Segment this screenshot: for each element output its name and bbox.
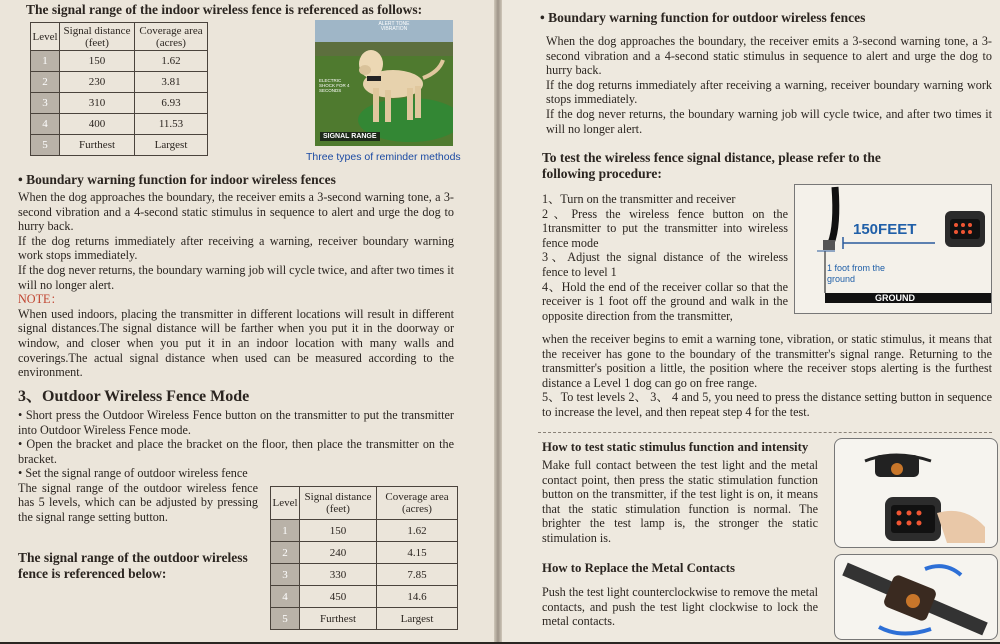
table-cell: 14.6: [377, 586, 458, 608]
table-cell: Furthest: [300, 608, 377, 630]
paragraph: If the dog never returns, the boundary warning job will cycle twice, and after two times it will no longer alert.: [18, 262, 454, 292]
static-test-illustration: [835, 439, 997, 547]
step-item: 2、Press the wireless fence button on the 1transmitter to put the transmitter into wireless fence mode: [542, 206, 788, 250]
outdoor-range-table: [270, 486, 458, 630]
note-text: When used indoors, placing the transmitter in different locations will result in different signal distances.The signal distance will be farther when you put it in the doorway or window, and closer when you put it in an indoor location with many walls and coverings.The actual signal distance when used can be measured according to the environment.: [18, 306, 454, 380]
test-procedure-title: To test the wireless fence signal distance, please refer to the following procedure:: [542, 150, 881, 181]
outdoor-range-text: [18, 466, 258, 524]
table-cell: 2: [271, 542, 300, 564]
outdoor-boundary-title-text: Boundary warning function for outdoor wireless fences: [548, 10, 866, 25]
static-test-text: Make full contact between the test light and the metal contact point, then press the static stimulation function button on the transmitter, if the test light is on, it means that the static stimulation function is normal. The brighter the test lamp is, the stronger the static stimulation is.: [542, 458, 818, 545]
step-item: 1、Turn on the transmitter and receiver: [542, 192, 736, 206]
static-test-image: [834, 438, 998, 548]
table-cell: 4.15: [377, 542, 458, 564]
step-item: 3、Adjust the signal distance of the wireless fence to level 1: [542, 250, 788, 279]
paragraph: The signal range of the outdoor wireless fence has 5 levels, which can be adjusted by pressing the signal range setting button.: [18, 480, 258, 524]
test-steps-upper: [542, 192, 788, 323]
photo-label-top: ALERT TONE VIBRATION: [378, 21, 410, 32]
dog-photo: [315, 20, 453, 146]
paragraph: When the dog approaches the boundary, the receiver emits a 3-second warning tone, a 3-second vibration and a 4-second static stimulus in sequence to alert and urge the dog to hurry back.: [18, 190, 454, 234]
photo-label-mid: ELECTRIC SHOCK FOR 4 SECONDS: [319, 78, 350, 93]
replace-text: Push the test light counterclockwise to remove the metal contacts, and push the test light clockwise to lock the metal contacts.: [542, 585, 818, 629]
section-divider: [538, 432, 992, 433]
paragraph: If the dog never returns, the boundary warning job will cycle twice, and after two times it will no longer alert.: [546, 106, 992, 136]
photo-label-signal: SIGNAL RANGE: [320, 132, 380, 141]
table-cell: 330: [300, 564, 377, 586]
table-cell: 7.85: [377, 564, 458, 586]
distance-figure: [794, 184, 992, 314]
table-row: [31, 114, 208, 135]
table-row: [31, 135, 208, 156]
test-steps-lower: [542, 332, 992, 420]
book-gutter: [494, 0, 502, 642]
table-row: [271, 586, 458, 608]
table-cell: 2: [31, 72, 60, 93]
table-row: [271, 520, 458, 542]
bullet-text: Short press the Outdoor Wireless Fence button on the transmitter to put the transmitter into Outdoor Wireless Fence mode.: [18, 408, 454, 437]
ground-label: GROUND: [875, 293, 915, 303]
table-cell: 4: [271, 586, 300, 608]
table-cell: 5: [31, 135, 60, 156]
table-cell: 310: [60, 93, 135, 114]
step-item: 5、To test levels 2、 3、 4 and 5, you need to press the distance setting button in sequence to increase the level, and then repeat step 4 for the test.: [542, 390, 992, 419]
outdoor-mode-title: 3、Outdoor Wireless Fence Mode: [18, 388, 250, 405]
right-page: [502, 0, 1000, 642]
table-cell: 3: [271, 564, 300, 586]
table-cell: 1.62: [135, 51, 208, 72]
table-cell: 6.93: [135, 93, 208, 114]
table-cell: 450: [300, 586, 377, 608]
table-row: [31, 72, 208, 93]
table-cell: 150: [60, 51, 135, 72]
indoor-boundary-text: [18, 190, 454, 380]
metal-contact-illustration: [835, 555, 997, 639]
step-item: 4、Hold the end of the receiver collar so that the receiver is 1 foot off the ground and walk in the opposite direction from the transmitter,: [542, 279, 788, 323]
outdoor-range-heading: The signal range of the outdoor wireless fence is referenced below:: [18, 550, 248, 581]
bullet-item: • Open the bracket and place the bracket on the floor, then place the transmitter on the bracket.: [18, 437, 454, 466]
metal-contact-image: [834, 554, 998, 640]
outdoor-boundary-text: [546, 34, 992, 136]
table-cell: 3.81: [135, 72, 208, 93]
table-cell: 240: [300, 542, 377, 564]
table-header: Level: [31, 23, 60, 51]
table-cell: 1: [271, 520, 300, 542]
table-header: Coverage area (acres): [135, 23, 208, 51]
table-row: [31, 93, 208, 114]
table-cell: 11.53: [135, 114, 208, 135]
paragraph: If the dog returns immediately after receiving a warning, receiver boundary warning work stops immediately.: [18, 233, 454, 263]
left-page: [0, 0, 494, 642]
table-cell: 5: [271, 608, 300, 630]
bullet-item: • Short press the Outdoor Wireless Fence button on the transmitter to put the transmitter into Outdoor Wireless Fence mode.: [18, 408, 454, 437]
note-label: NOTE：: [18, 292, 63, 307]
table-row: [271, 608, 458, 630]
table-cell: Largest: [135, 135, 208, 156]
paragraph: When the dog approaches the boundary, the receiver emits a 3-second warning tone, a 3-second vibration and a 4-second static stimulus in sequence to alert and urge the dog to hurry back.: [546, 34, 992, 78]
indoor-boundary-title-text: Boundary warning function for indoor wireless fences: [26, 172, 336, 187]
table-cell: 150: [300, 520, 377, 542]
table-cell: Largest: [377, 608, 458, 630]
outdoor-boundary-title: • Boundary warning function for outdoor wireless fences: [540, 10, 866, 25]
static-test-title: How to test static stimulus function and intensity: [542, 440, 809, 454]
bullet-item: • Set the signal range of outdoor wireless fence: [18, 466, 248, 480]
table-header: Coverage area (acres): [377, 487, 458, 520]
bullet-text: Open the bracket and place the bracket on the floor, then place the transmitter on the bracket.: [18, 437, 454, 466]
table-cell: 4: [31, 114, 60, 135]
height-label: 1 foot from the ground: [827, 263, 886, 284]
table-header: Level: [271, 487, 300, 520]
table-row: [271, 542, 458, 564]
distance-label: 150FEET: [853, 221, 917, 238]
paragraph: If the dog returns immediately after receiving a warning, receiver boundary warning work stops immediately.: [546, 77, 992, 107]
table-cell: 1.62: [377, 520, 458, 542]
table-header: Signal distance (feet): [300, 487, 377, 520]
indoor-boundary-title: • Boundary warning function for indoor wireless fences: [18, 172, 336, 187]
table-row: [271, 564, 458, 586]
table-cell: Furthest: [60, 135, 135, 156]
replace-title: How to Replace the Metal Contacts: [542, 561, 735, 575]
indoor-range-table: [30, 22, 208, 156]
table-cell: 400: [60, 114, 135, 135]
step-item: when the receiver begins to emit a warning tone, vibration, or static stimulus, it means that the receiver has gone to the boundary of the transmitter's signal range. Returning to the transmitter's position a little, the position where the receiver stops alerting is the furthest distance a Level 1 dog can go on free range.: [542, 332, 992, 390]
photo-caption: Three types of reminder methods: [306, 151, 461, 163]
table-cell: 230: [60, 72, 135, 93]
outdoor-mode-steps: [18, 408, 454, 466]
bullet-text: Set the signal range of outdoor wireless fence: [25, 466, 248, 480]
indoor-range-heading: The signal range of the indoor wireless fence is referenced as follows:: [26, 2, 423, 17]
table-cell: 3: [31, 93, 60, 114]
table-header: Signal distance (feet): [60, 23, 135, 51]
table-row: [31, 51, 208, 72]
table-cell: 1: [31, 51, 60, 72]
